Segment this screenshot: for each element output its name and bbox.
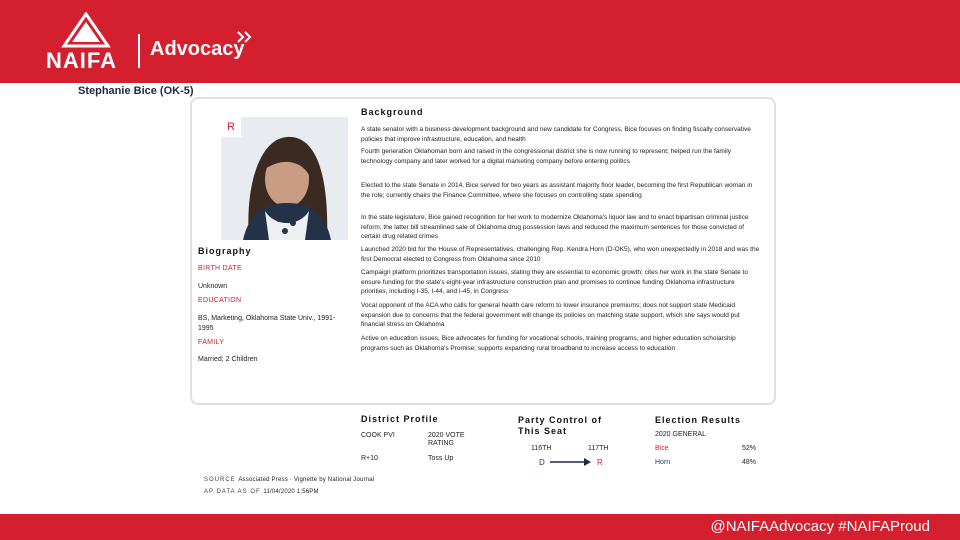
education-label: EDUCATION [198,297,242,304]
logo-wordmark: NAIFA [46,48,117,73]
source-line [204,477,374,483]
election-results-title: Election Results [655,415,742,425]
footer-banner [0,514,960,540]
background-title: Background [361,107,424,117]
header-banner [0,0,960,83]
background-paragraph: Campaign platform prioritizes transportation issues, stating they are essential to economic growth; cites her work in the state Senate to ensure funding for the state's eight-year infrastructure construction plan and promises to continue funding Oklahoma infrastructure priorities, including I-35, I-44, and I-45, in Congress [361,269,748,295]
candidate-percent: 48% [742,459,757,466]
seat-116-party: D [539,458,545,467]
family-label: FAMILY [198,339,225,346]
data-asof-line [204,489,319,495]
asof-value: 11/04/2020 1:56PM [263,489,319,495]
candidate-name: Bice [655,445,669,452]
vote-rating-value: Toss Up [428,455,454,462]
candidate-percent: 52% [742,445,757,452]
background-paragraph: Active on education issues, Bice advocates for funding for vocational schools, training programs, and higher education scholarship programs such as Oklahoma's Promise; supports expanding rural broadband to increase access to education [361,335,736,352]
cook-pvi-value: R+10 [361,455,378,462]
family-value: Married; 2 Children [198,356,258,363]
party-change-arrow-icon [550,457,592,467]
source-text: Associated Press · Vignette by National Journal [238,477,375,483]
asof-label: AP DATA AS OF [204,489,261,495]
naifa-logo [40,12,132,74]
candidate-name: Horn [655,459,671,466]
background-paragraph: Elected to the state Senate in 2014, Bice served for two years as assistant majority floor leader, becoming the first Republican woman in the role; currently chairs the Finance Committee, where she focuses on controlling state spending [361,182,753,199]
party-badge-label: R [227,121,235,133]
birth-date-value: Unknown [198,283,228,290]
biography-title: Biography [198,246,252,256]
seat-117-party: R [597,458,603,467]
footer-hashtags: @NAIFAAdvocacy #NAIFAProud [710,518,930,535]
source-label: SOURCE [204,477,236,483]
background-paragraph: In the state legislature, Bice gained recognition for her work to modernize Oklahoma's liquor law and to enact bipartisan criminal justice reform; the latter bill streamlined sale of Oklahoma drug possession laws and reduced the maximum sentences for those convicted of certain drug related crimes [361,214,749,240]
background-paragraph: A state senator with a business development background and new candidate for Congress, Bice focuses on finding fiscally conservative policies that improve infrastructure, education, and health [361,126,751,143]
birth-date-label: BIRTH DATE [198,265,242,272]
congress-116-label: 116TH [531,445,552,452]
education-value: BS, Marketing, Oklahoma State Univ., 1991-1995 [198,315,336,332]
background-paragraph: Vocal opponent of the ACA who calls for general health care reform to lower insurance premiums; does not support state Medicaid expansion due to concerns that the federal government will change its policies on matching state support, which she says would put financial stress on Oklahoma [361,302,740,328]
header-divider [138,34,140,68]
vote-rating-label: 2020 VOTE RATING [428,432,465,447]
background-paragraph: Launched 2020 bid for the House of Representatives, challenging Rep. Kendra Horn (D-OK5), who won unexpectedly in 2018 and was the first Democrat elected to Congress from Oklahoma since 2010 [361,246,760,263]
cook-pvi-label: COOK PVI [361,432,395,439]
election-subtitle: 2020 GENERAL [655,431,706,438]
page-title: Stephanie Bice (OK-5) [78,85,194,97]
congress-117-label: 117TH [588,445,609,452]
background-paragraph: Fourth generation Oklahoman born and raised in the congressional district she is now running to represent; helped run the family technology company and later worked for a digital marketing company before entering politics [361,148,731,165]
chevrons-icon [236,30,254,44]
party-badge [221,117,241,137]
advocacy-label: Advocacy [150,38,245,60]
party-control-title: Party Control of This Seat [518,415,603,436]
district-profile-title: District Profile [361,414,439,424]
